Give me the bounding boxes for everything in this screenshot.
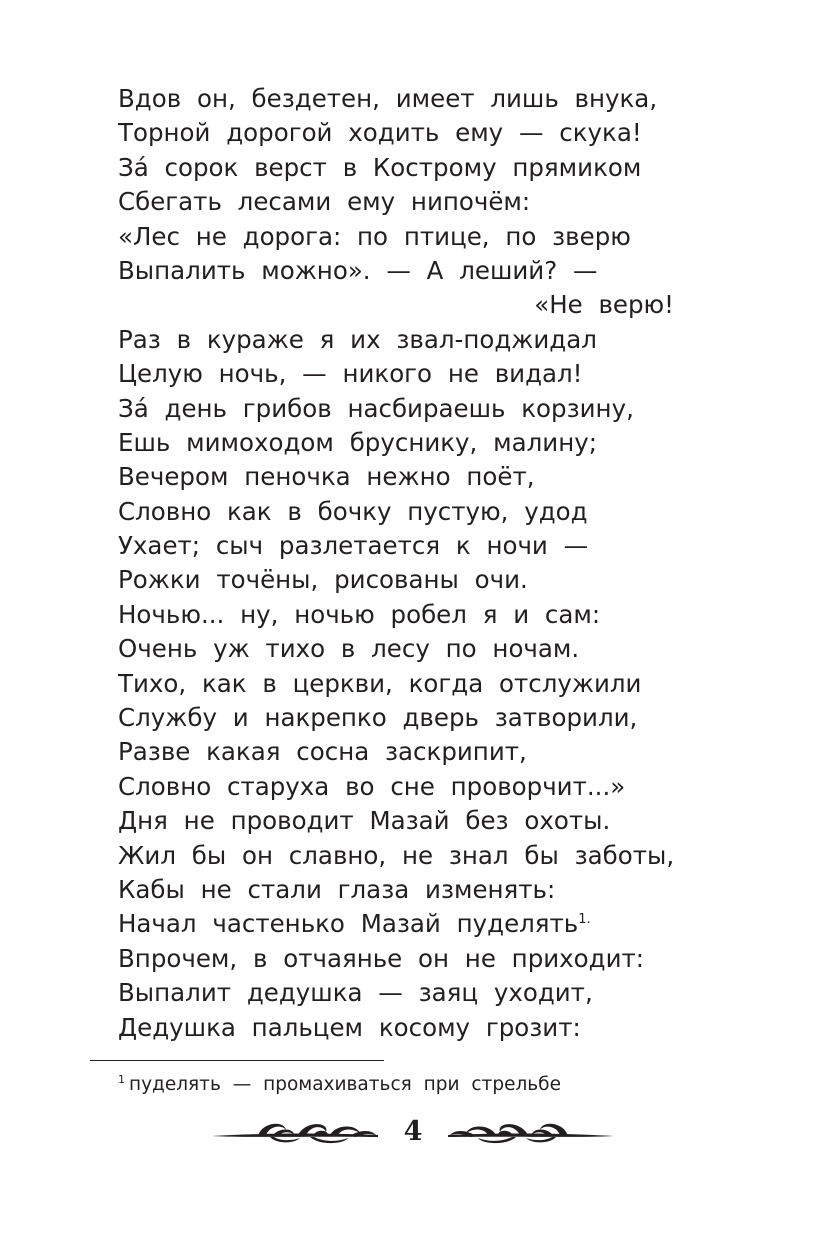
poem-line: Службу и накрепко дверь затворили,: [118, 703, 638, 733]
page-footer: [0, 1108, 827, 1158]
footnote-text: пуделять — промахиваться при стрельбе: [129, 1074, 561, 1095]
poem-line: Разве какая сосна заскрипит,: [118, 737, 527, 767]
poem-line: Ухает; сыч разлетается к ночи —: [118, 531, 589, 561]
poem-line-text: Начал частенько Мазай пуделять: [118, 909, 579, 939]
poem-line: Словно старуха во сне проворчит...»: [118, 771, 626, 801]
poem-line: Дня не проводит Мазай без охоты.: [118, 806, 611, 836]
poem-line: За́ сорок верст в Кострому прямиком: [118, 152, 642, 182]
footnote: [118, 1073, 561, 1095]
poem-line: Торной дорогой ходить ему — скука!: [118, 118, 642, 148]
poem-line: Тихо, как в церкви, когда отслужили: [118, 668, 642, 698]
poem-line: Очень уж тихо в лесу по ночам.: [118, 634, 580, 664]
poem-line: Кабы не стали глаза изменять:: [118, 874, 556, 904]
page-number: 4: [403, 1116, 423, 1147]
poem-line: Ешь мимоходом бруснику, малину;: [118, 427, 597, 457]
poem-line: Выпалит дедушка — заяц уходит,: [118, 978, 593, 1008]
poem-text: [118, 82, 674, 1045]
footnote-reference: 1.: [578, 912, 591, 928]
poem-line: Выпалить можно». — А леший? —: [118, 255, 598, 285]
poem-line-with-footnote: [118, 907, 674, 941]
poem-line-right-aligned: «Не верю!: [534, 290, 674, 320]
footnote-divider: [90, 1060, 384, 1061]
poem-line: Сбегать лесами ему нипочём:: [118, 187, 531, 217]
poem-line: Словно как в бочку пустую, удод: [118, 496, 588, 526]
poem-line: Жил бы он славно, не знал бы заботы,: [118, 840, 675, 870]
left-ornament-icon: [210, 1114, 380, 1148]
poem-line: Впрочем, в отчаянье он не приходит:: [118, 943, 645, 973]
poem-line: Вечером пеночка нежно поёт,: [118, 462, 535, 492]
poem-line: За́ день грибов насбираешь корзину,: [118, 393, 634, 423]
poem-line: Ночью... ну, ночью робел я и сам:: [118, 599, 601, 629]
poem-line: Раз в кураже я их звал-поджидал: [118, 324, 597, 354]
poem-line: Дедушка пальцем косому грозит:: [118, 1012, 581, 1042]
right-ornament-icon: [446, 1114, 616, 1148]
poem-line: «Лес не дорога: по птице, по зверю: [118, 221, 631, 251]
poem-line: Вдов он, бездетен, имеет лишь внука,: [118, 84, 658, 113]
poem-line: Рожки точёны, рисованы очи.: [118, 565, 528, 595]
poem-line: Целую ночь, — никого не видал!: [118, 359, 583, 389]
footnote-number: 1: [118, 1073, 125, 1086]
